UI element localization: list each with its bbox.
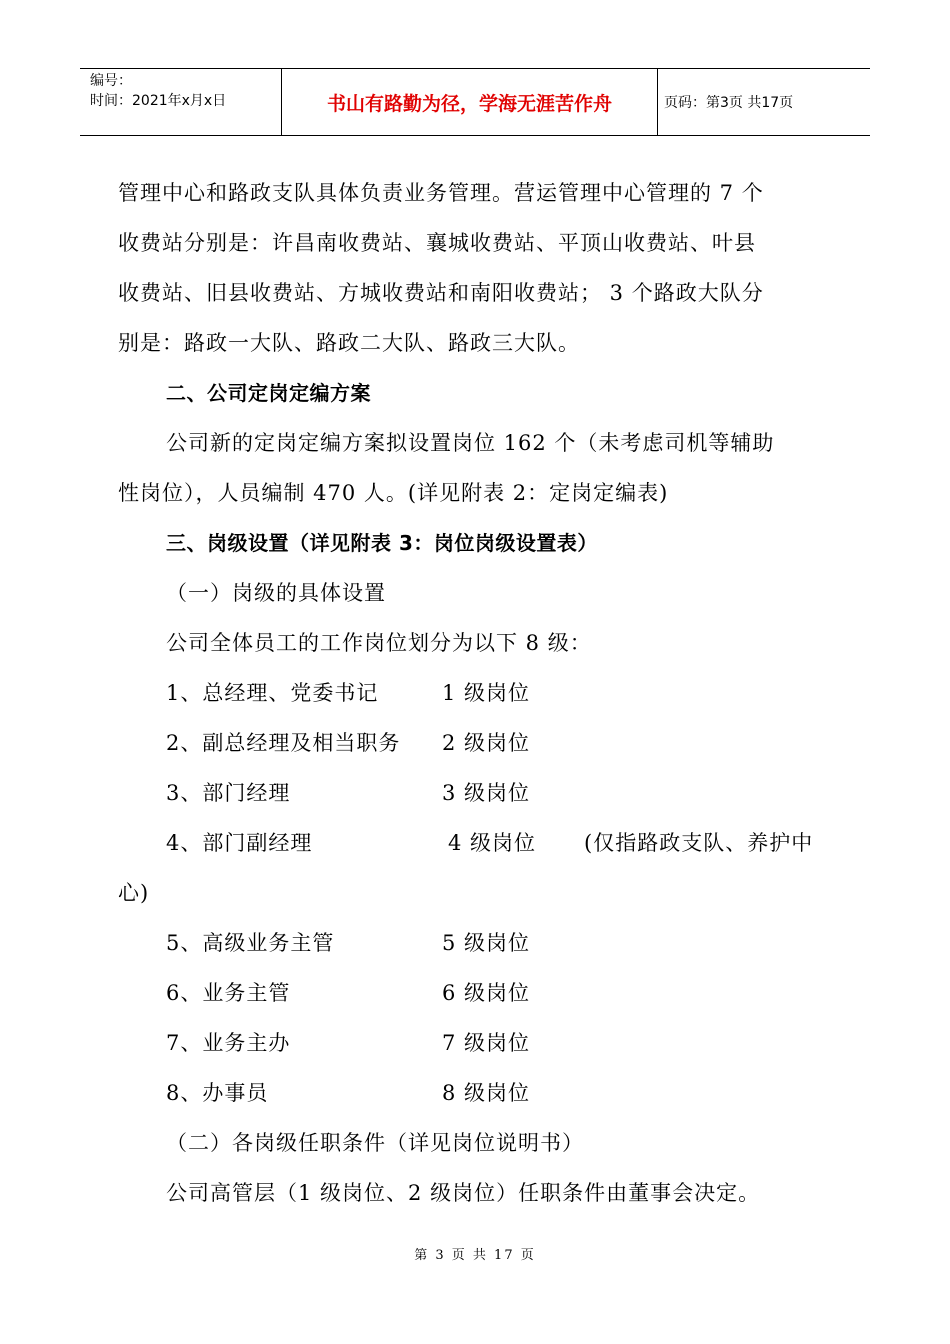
level-value: 4 级岗位 — [448, 831, 537, 855]
paragraph-line: 收费站分别是：许昌南收费站、襄城收费站、平顶山收费站、叶县 — [118, 231, 756, 255]
level-value: 6 级岗位 — [442, 981, 531, 1005]
level-row — [118, 968, 838, 1018]
level-row — [118, 718, 838, 768]
level-row — [118, 1018, 838, 1068]
level-value: 1 级岗位 — [442, 681, 531, 705]
level-value: 7 级岗位 — [442, 1031, 531, 1055]
section-heading-2: 二、公司定岗定编方案 — [166, 381, 371, 405]
level-name: 6、业务主管 — [166, 981, 291, 1005]
time-label: 时间：2021年x月x日 — [90, 93, 227, 109]
level-name: 3、部门经理 — [166, 781, 291, 805]
document-body — [118, 168, 838, 1218]
level-value: 5 级岗位 — [442, 931, 531, 955]
paragraph-line: 公司新的定岗定编方案拟设置岗位 162 个（未考虑司机等辅助 — [166, 431, 775, 455]
number-label: 编号： — [90, 73, 132, 89]
subheading-1: （一）岗级的具体设置 — [166, 581, 386, 605]
paragraph-line: 公司高管层（1 级岗位、2 级岗位）任职条件由董事会决定。 — [166, 1181, 761, 1205]
level-name: 1、总经理、党委书记 — [166, 681, 379, 705]
header-page-info: 页码：第3页 共17页 — [664, 95, 794, 111]
paragraph-line: 性岗位），人员编制 470 人。(详见附表 2：定岗定编表) — [118, 481, 669, 505]
level-row — [118, 818, 838, 868]
level-name: 8、办事员 — [166, 1081, 269, 1105]
level-value: 2 级岗位 — [442, 731, 531, 755]
level-name: 2、副总经理及相当职务 — [166, 731, 401, 755]
level-name: 5、高级业务主管 — [166, 931, 335, 955]
paragraph-line: 收费站、旧县收费站、方城收费站和南阳收费站； 3 个路政大队分 — [118, 281, 764, 305]
level-row — [118, 668, 838, 718]
subheading-2: （二）各岗级任职条件（详见岗位说明书） — [166, 1131, 584, 1155]
page-header — [80, 68, 870, 136]
section-heading-3: 三、岗级设置（详见附表 3：岗位岗级设置表） — [166, 531, 598, 555]
level-note-continued: 心) — [118, 881, 150, 905]
paragraph-line: 管理中心和路政支队具体负责业务管理。营运管理中心管理的 7 个 — [118, 181, 764, 205]
level-value: 8 级岗位 — [442, 1081, 531, 1105]
level-value: 3 级岗位 — [442, 781, 531, 805]
level-name: 4、部门副经理 — [166, 831, 313, 855]
header-motto: 书山有路勤为径，学海无涯苦作舟 — [282, 69, 658, 135]
page-footer: 第 3 页 共 17 页 — [414, 1248, 536, 1263]
level-note: (仅指路政支队、养护中 — [584, 831, 814, 855]
level-name: 7、业务主办 — [166, 1031, 291, 1055]
header-meta — [80, 69, 282, 135]
level-row — [118, 1068, 838, 1118]
paragraph-line: 别是：路政一大队、路政二大队、路政三大队。 — [118, 331, 580, 355]
level-row — [118, 768, 838, 818]
levels-intro: 公司全体员工的工作岗位划分为以下 8 级： — [166, 631, 592, 655]
level-row — [118, 918, 838, 968]
